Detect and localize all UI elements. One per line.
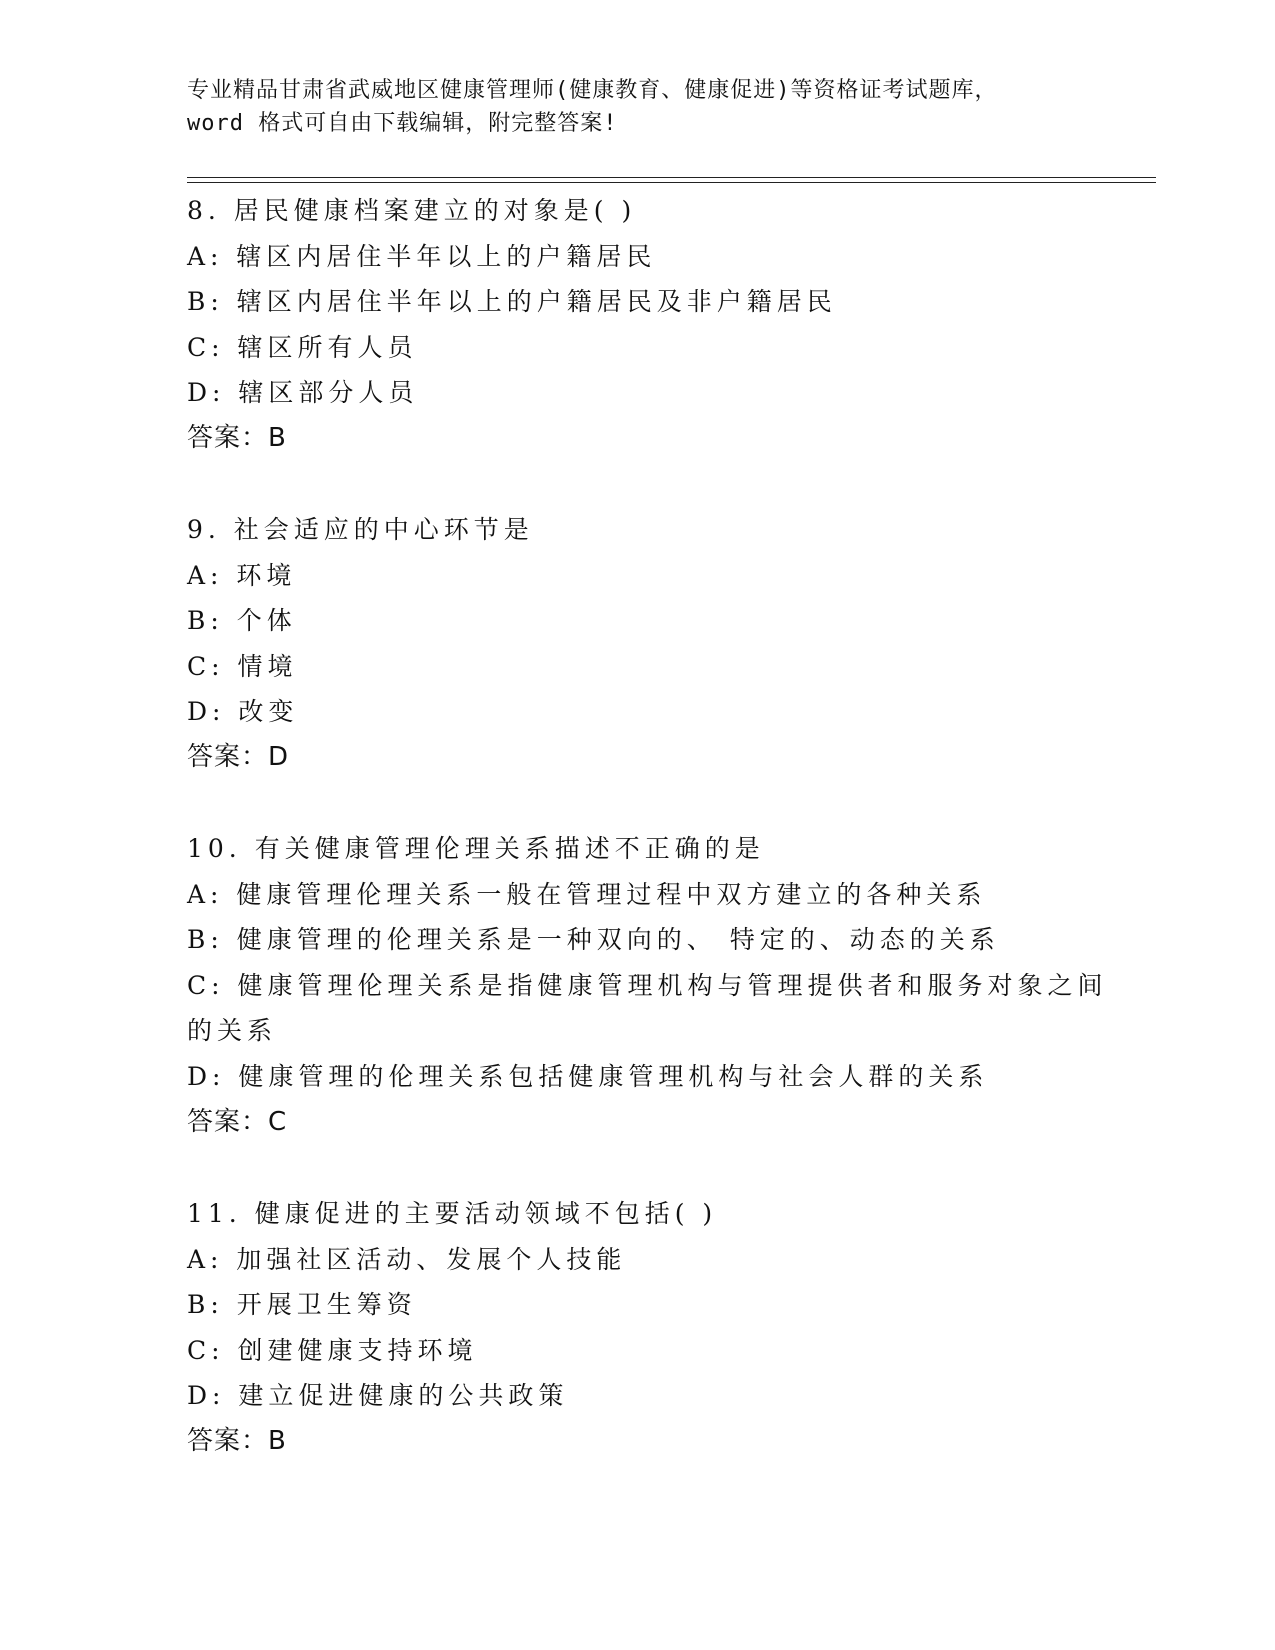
option-b: B: 健康管理的伦理关系是一种双向的、 特定的、动态的关系: [187, 925, 1000, 955]
question-stem: 11. 健康促进的主要活动领域不包括( ): [187, 1199, 718, 1228]
option-a: A: 环境: [187, 560, 297, 590]
question-11: [187, 1191, 1147, 1465]
header-divider-top: [187, 177, 1156, 178]
option-d: D: 健康管理的伦理关系包括健康管理机构与社会人群的关系: [187, 1061, 989, 1091]
option-b: B: 开展卫生筹资: [187, 1290, 417, 1320]
header-title-line-2: word 格式可自由下载编辑，附完整答案!: [187, 111, 618, 136]
header-divider-bottom: [187, 182, 1156, 183]
option-d: D: 建立促进健康的公共政策: [187, 1381, 569, 1411]
answer-line: 答案：B: [187, 1425, 287, 1456]
option-d: D: 改变: [187, 697, 299, 727]
option-a: A: 加强社区活动、发展个人技能: [187, 1244, 627, 1274]
option-d: D: 辖区部分人员: [187, 378, 419, 408]
option-c: C: 健康管理伦理关系是指健康管理机构与管理提供者和服务对象之间: [187, 970, 1108, 1000]
document-header: [187, 74, 1087, 140]
question-stem: 10. 有关健康管理伦理关系描述不正确的是: [187, 834, 765, 863]
question-10: [187, 826, 1147, 1145]
option-b: B: 个体: [187, 606, 297, 636]
answer-line: 答案：B: [187, 422, 287, 453]
question-stem: 9. 社会适应的中心环节是: [187, 515, 534, 544]
option-a: A: 辖区内居住半年以上的户籍居民: [187, 241, 657, 271]
question-9: [187, 507, 1147, 781]
option-b: B: 辖区内居住半年以上的户籍居民及非户籍居民: [187, 287, 837, 317]
option-c: C: 创建健康支持环境: [187, 1335, 478, 1365]
question-stem: 8. 居民健康档案建立的对象是( ): [187, 196, 637, 225]
answer-line: 答案：C: [187, 1106, 288, 1137]
answer-line: 答案：D: [187, 741, 290, 772]
option-a: A: 健康管理伦理关系一般在管理过程中双方建立的各种关系: [187, 879, 987, 909]
question-8: [187, 188, 1147, 462]
header-title-line-1: 专业精品甘肃省武威地区健康管理师(健康教育、健康促进)等资格证考试题库，: [187, 78, 998, 103]
option-c: C: 情境: [187, 651, 298, 681]
option-c-continuation: 的关系: [187, 1016, 278, 1046]
option-c: C: 辖区所有人员: [187, 332, 418, 362]
